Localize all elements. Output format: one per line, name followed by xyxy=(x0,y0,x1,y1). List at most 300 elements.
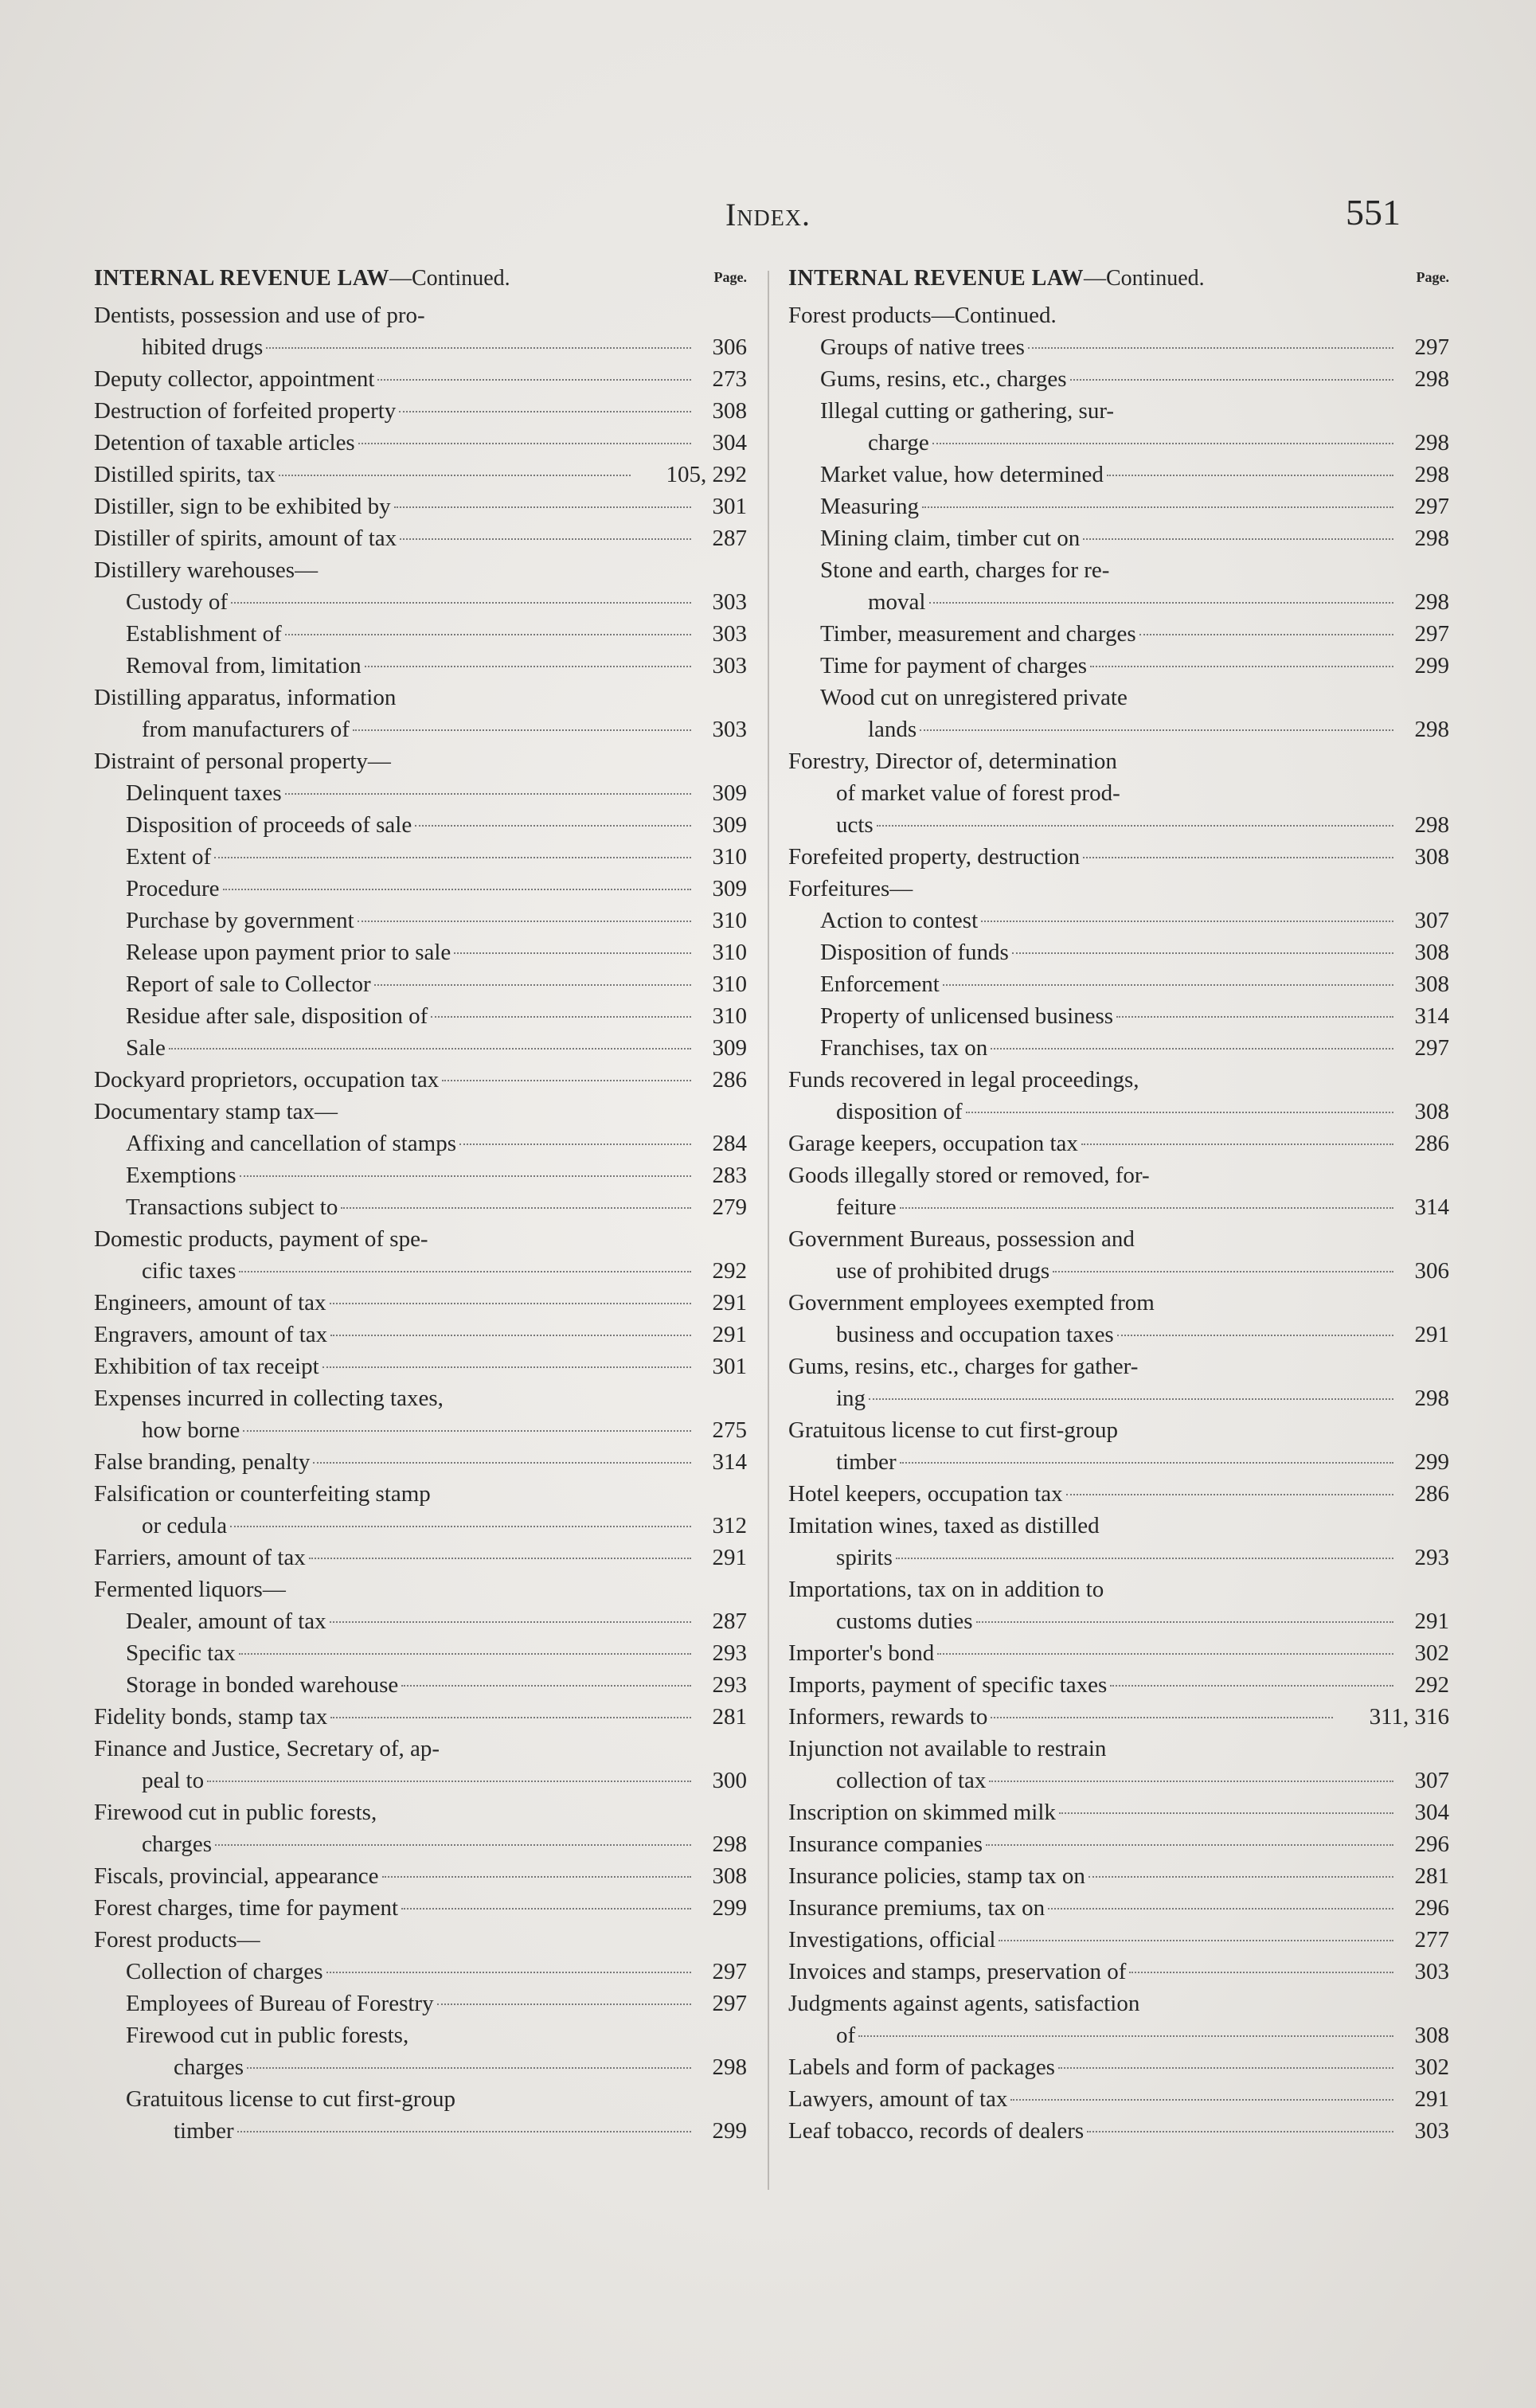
entry-page-number: 310 xyxy=(712,908,747,933)
entry-page-number: 291 xyxy=(712,1545,747,1570)
entry-text: of xyxy=(836,2023,856,2048)
entry-page-number: 291 xyxy=(712,1322,747,1347)
entry-text: timber xyxy=(174,2118,234,2144)
dot-leader xyxy=(966,1112,1393,1113)
entry-page-number: 297 xyxy=(1414,621,1449,647)
index-entry xyxy=(94,905,747,936)
entry-text: lands xyxy=(868,717,917,742)
dot-leader xyxy=(1012,952,1393,954)
index-entry xyxy=(94,1733,747,1796)
dot-leader xyxy=(1117,1335,1393,1336)
entry-text: Measuring xyxy=(820,494,920,519)
index-entry xyxy=(788,299,1449,331)
index-entry xyxy=(788,1669,1449,1701)
entry-page-number: 303 xyxy=(1414,2118,1449,2144)
entry-page-number: 293 xyxy=(712,1640,747,1666)
index-entry xyxy=(788,1796,1449,1828)
entry-text: Custody of xyxy=(126,589,229,615)
entry-text: Action to contest xyxy=(820,908,979,933)
dot-leader xyxy=(313,1462,691,1464)
entry-page-number: 309 xyxy=(712,1035,747,1061)
right-column xyxy=(788,266,1449,2147)
entry-text: Gums, resins, etc., charges xyxy=(820,366,1067,392)
index-entry xyxy=(94,1988,747,2019)
index-entry xyxy=(94,1287,747,1319)
entry-text: Distillery warehouses— xyxy=(94,557,319,583)
dot-leader xyxy=(239,1653,691,1655)
entry-text: Domestic products, payment of spe- xyxy=(94,1226,428,1252)
entry-page-number: 298 xyxy=(1414,526,1449,551)
dot-leader xyxy=(1058,2067,1393,2069)
index-entry xyxy=(788,1733,1449,1796)
index-entry xyxy=(788,1414,1449,1478)
entry-page-number: 297 xyxy=(1414,334,1449,360)
index-entry xyxy=(788,2083,1449,2115)
entry-page-number: 291 xyxy=(1414,2086,1449,2112)
index-entry xyxy=(788,1892,1449,1924)
entry-text: Delinquent taxes xyxy=(126,780,282,806)
dot-leader xyxy=(377,379,691,381)
dot-leader xyxy=(1053,1271,1393,1272)
index-entry xyxy=(788,554,1449,618)
entry-page-number: 298 xyxy=(1414,462,1449,487)
entry-page-number: 283 xyxy=(712,1163,747,1188)
dot-leader xyxy=(1116,1016,1393,1018)
entry-text: Dentists, possession and use of pro- xyxy=(94,303,425,328)
entry-page-number: 308 xyxy=(1414,844,1449,870)
entry-page-number: 292 xyxy=(1414,1672,1449,1698)
entry-text: moval xyxy=(868,589,926,615)
entry-text: Investigations, official xyxy=(788,1927,996,1953)
entry-text: Goods illegally stored or removed, for- xyxy=(788,1163,1150,1188)
entry-page-number: 286 xyxy=(1414,1481,1449,1507)
dot-leader xyxy=(353,729,691,731)
entry-page-number: 291 xyxy=(1414,1322,1449,1347)
entry-page-number: 293 xyxy=(712,1672,747,1698)
entry-text: Distilled spirits, tax xyxy=(94,462,276,487)
index-entry xyxy=(94,1542,747,1573)
entry-page-number: 277 xyxy=(1414,1927,1449,1953)
dot-leader xyxy=(309,1558,691,1559)
entry-page-number: 298 xyxy=(712,2054,747,2080)
dot-leader xyxy=(285,793,691,795)
entry-text: Forestry, Director of, determination xyxy=(788,749,1117,774)
index-entry xyxy=(788,1064,1449,1128)
entry-text: Enforcement xyxy=(820,971,940,997)
entry-text: Wood cut on unregistered private xyxy=(820,685,1128,710)
entry-page-number: 291 xyxy=(1414,1609,1449,1634)
dot-leader xyxy=(326,1972,691,1973)
entry-page-number: 299 xyxy=(712,2118,747,2144)
entry-text: Removal from, limitation xyxy=(126,653,362,678)
index-entry xyxy=(94,777,747,809)
index-entry xyxy=(788,522,1449,554)
entry-text: Lawyers, amount of tax xyxy=(788,2086,1008,2112)
index-entry xyxy=(94,745,747,777)
index-entry xyxy=(788,395,1449,459)
entry-text: Fermented liquors— xyxy=(94,1577,286,1602)
entry-page-number: 298 xyxy=(1414,589,1449,615)
entry-text: Fidelity bonds, stamp tax xyxy=(94,1704,328,1730)
entry-text: Timber, measurement and charges xyxy=(820,621,1136,647)
entry-text: Disposition of funds xyxy=(820,940,1009,965)
column-heading xyxy=(788,266,1449,298)
entry-page-number: 311, 316 xyxy=(1369,1704,1449,1730)
entry-text: business and occupation taxes xyxy=(836,1322,1114,1347)
dot-leader xyxy=(1129,1972,1393,1973)
entry-text: Distiller, sign to be exhibited by xyxy=(94,494,391,519)
index-entry xyxy=(788,1860,1449,1892)
heading-suffix: —Continued. xyxy=(389,266,510,291)
dot-leader xyxy=(415,825,691,827)
page-column-label: Page. xyxy=(713,269,747,285)
index-entry xyxy=(788,1828,1449,1860)
entry-text: Extent of xyxy=(126,844,212,870)
dot-leader xyxy=(922,506,1393,508)
dot-leader xyxy=(1088,1876,1393,1878)
dot-leader xyxy=(937,1653,1393,1655)
entry-text: Importer's bond xyxy=(788,1640,935,1666)
index-entry xyxy=(94,936,747,968)
entry-text: Purchase by government xyxy=(126,908,354,933)
index-entry xyxy=(94,1351,747,1382)
entry-text: Inscription on skimmed milk xyxy=(788,1800,1056,1825)
index-entries xyxy=(788,299,1449,2147)
entry-page-number: 301 xyxy=(712,1354,747,1379)
index-entry xyxy=(94,841,747,873)
index-entry xyxy=(94,618,747,650)
entry-text: Expenses incurred in collecting taxes, xyxy=(94,1386,444,1411)
index-entry xyxy=(788,2051,1449,2083)
dot-leader xyxy=(1066,1494,1393,1495)
dot-leader xyxy=(1107,475,1393,476)
dot-leader xyxy=(207,1781,691,1782)
entry-text: Distilling apparatus, information xyxy=(94,685,397,710)
entry-page-number: 297 xyxy=(1414,494,1449,519)
dot-leader xyxy=(981,921,1393,922)
entry-text: Mining claim, timber cut on xyxy=(820,526,1081,551)
dot-leader xyxy=(1083,857,1393,858)
entry-page-number: 273 xyxy=(712,366,747,392)
entry-text: Labels and form of packages xyxy=(788,2054,1055,2080)
dot-leader xyxy=(1087,2131,1393,2132)
index-entry xyxy=(788,1510,1449,1573)
index-entry xyxy=(94,1860,747,1892)
dot-leader xyxy=(285,634,691,635)
entry-page-number: 308 xyxy=(712,1863,747,1889)
entry-page-number: 306 xyxy=(712,334,747,360)
entry-text: Hotel keepers, occupation tax xyxy=(788,1481,1063,1507)
entry-text: Engineers, amount of tax xyxy=(94,1290,326,1315)
entry-text: Firewood cut in public forests, xyxy=(94,1800,377,1825)
entry-page-number: 296 xyxy=(1414,1831,1449,1857)
dot-leader xyxy=(1083,538,1393,540)
entry-text: use of prohibited drugs xyxy=(836,1258,1050,1284)
index-entry xyxy=(94,1669,747,1701)
entry-text: Gratuitous license to cut first-group xyxy=(788,1417,1118,1443)
entry-page-number: 306 xyxy=(1414,1258,1449,1284)
entry-page-number: 301 xyxy=(712,494,747,519)
entry-page-number: 303 xyxy=(712,621,747,647)
index-entry xyxy=(788,1128,1449,1159)
dot-leader xyxy=(929,602,1394,604)
page-number: 551 xyxy=(1346,192,1401,233)
dot-leader xyxy=(989,1781,1393,1782)
dot-leader xyxy=(437,2003,691,2005)
entry-page-number: 291 xyxy=(712,1290,747,1315)
index-entry xyxy=(94,1000,747,1032)
dot-leader xyxy=(932,443,1393,444)
entry-text: Franchises, tax on xyxy=(820,1035,988,1061)
entry-text: Forefeited property, destruction xyxy=(788,844,1081,870)
entry-text: Insurance companies xyxy=(788,1831,983,1857)
index-entry xyxy=(94,1956,747,1988)
entry-text: customs duties xyxy=(836,1609,973,1634)
entry-text: Insurance premiums, tax on xyxy=(788,1895,1045,1921)
entry-text: disposition of xyxy=(836,1099,963,1124)
index-entry xyxy=(94,1223,747,1287)
entry-page-number: 275 xyxy=(712,1417,747,1443)
entry-page-number: 298 xyxy=(1414,717,1449,742)
entry-text: hibited drugs xyxy=(142,334,264,360)
dot-leader xyxy=(358,443,691,444)
index-entry xyxy=(94,395,747,427)
entry-text: Report of sale to Collector xyxy=(126,971,371,997)
entry-text: from manufacturers of xyxy=(142,717,350,742)
entry-page-number: 281 xyxy=(712,1704,747,1730)
dot-leader xyxy=(266,347,691,349)
entry-text: Collection of charges xyxy=(126,1959,323,1984)
index-entry xyxy=(94,363,747,395)
dot-leader xyxy=(240,1175,691,1177)
entry-page-number: 304 xyxy=(712,430,747,455)
entry-page-number: 299 xyxy=(712,1895,747,1921)
column-divider xyxy=(768,271,769,2190)
dot-leader xyxy=(869,1398,1393,1400)
index-entry xyxy=(94,586,747,618)
dot-leader xyxy=(214,857,691,858)
entry-text: Importations, tax on in addition to xyxy=(788,1577,1104,1602)
entry-page-number: 287 xyxy=(712,526,747,551)
entry-text: Engravers, amount of tax xyxy=(94,1322,328,1347)
entry-page-number: 292 xyxy=(712,1258,747,1284)
index-entry xyxy=(788,1000,1449,1032)
entry-page-number: 314 xyxy=(1414,1003,1449,1029)
entry-page-number: 303 xyxy=(712,589,747,615)
entry-text: Forest products— xyxy=(94,1927,260,1953)
entry-page-number: 298 xyxy=(1414,430,1449,455)
index-entry xyxy=(788,1159,1449,1223)
entry-text: Informers, rewards to xyxy=(788,1704,988,1730)
dot-leader xyxy=(237,2131,691,2132)
index-entry xyxy=(788,682,1449,745)
column-heading xyxy=(94,266,747,298)
entry-page-number: 299 xyxy=(1414,1449,1449,1475)
index-entry xyxy=(788,650,1449,682)
entry-page-number: 303 xyxy=(1414,1959,1449,1984)
index-entry xyxy=(94,809,747,841)
dot-leader xyxy=(247,2067,691,2069)
index-entry xyxy=(94,1159,747,1191)
entry-text: how borne xyxy=(142,1417,240,1443)
entry-text: charges xyxy=(142,1831,213,1857)
heading-title: INTERNAL REVENUE LAW xyxy=(788,266,1084,291)
entry-text: of market value of forest prod- xyxy=(836,780,1120,806)
index-entry xyxy=(94,1796,747,1860)
index-entry xyxy=(94,1096,747,1128)
entry-page-number: 307 xyxy=(1414,908,1449,933)
entry-text: Property of unlicensed business xyxy=(820,1003,1114,1029)
entry-text: charge xyxy=(868,430,929,455)
entry-text: or cedula xyxy=(142,1513,228,1538)
index-entry xyxy=(94,1637,747,1669)
index-entry xyxy=(94,1032,747,1064)
dot-leader xyxy=(322,1366,691,1368)
entry-page-number: 304 xyxy=(1414,1800,1449,1825)
entry-text: Injunction not available to restrain xyxy=(788,1736,1107,1761)
dot-leader xyxy=(877,825,1393,827)
index-entry xyxy=(94,2083,747,2147)
entry-text: Insurance policies, stamp tax on xyxy=(788,1863,1085,1889)
entry-page-number: 310 xyxy=(712,971,747,997)
index-entry xyxy=(94,1701,747,1733)
index-entry xyxy=(788,331,1449,363)
dot-leader xyxy=(231,602,691,604)
entry-text: Deputy collector, appointment xyxy=(94,366,375,392)
index-entry xyxy=(94,554,747,586)
entry-page-number: 314 xyxy=(1414,1194,1449,1220)
dot-leader xyxy=(374,984,691,986)
index-entry xyxy=(788,618,1449,650)
entry-page-number: 297 xyxy=(712,1959,747,1984)
index-entry xyxy=(788,873,1449,905)
index-entry xyxy=(788,841,1449,873)
entry-page-number: 310 xyxy=(712,844,747,870)
index-entry xyxy=(788,1956,1449,1988)
dot-leader xyxy=(459,1143,691,1145)
entry-text: Distiller of spirits, amount of tax xyxy=(94,526,397,551)
index-entry xyxy=(788,363,1449,395)
dot-leader xyxy=(330,1621,691,1623)
entry-text: ucts xyxy=(836,812,874,838)
dot-leader xyxy=(1110,1685,1393,1687)
page-header xyxy=(0,192,1536,244)
index-entry xyxy=(788,745,1449,841)
entry-text: charges xyxy=(174,2054,244,2080)
dot-leader xyxy=(330,1303,691,1304)
dot-leader xyxy=(896,1558,1393,1559)
dot-leader xyxy=(215,1844,691,1846)
dot-leader xyxy=(401,1908,691,1910)
dot-leader xyxy=(1010,2099,1393,2101)
page-column-label: Page. xyxy=(1416,269,1449,285)
heading-title: INTERNAL REVENUE LAW xyxy=(94,266,389,291)
dot-leader xyxy=(900,1462,1393,1464)
entry-text: Garage keepers, occupation tax xyxy=(788,1131,1078,1156)
dot-leader xyxy=(330,1335,691,1336)
dot-leader xyxy=(279,475,631,476)
index-entry xyxy=(788,1032,1449,1064)
entry-page-number: 308 xyxy=(1414,1099,1449,1124)
dot-leader xyxy=(330,1717,691,1718)
index-entry xyxy=(94,427,747,459)
entry-text: Gums, resins, etc., charges for gather- xyxy=(788,1354,1139,1379)
entry-text: Farriers, amount of tax xyxy=(94,1545,306,1570)
entry-page-number: 309 xyxy=(712,876,747,901)
entry-text: Release upon payment prior to sale xyxy=(126,940,451,965)
page-title: Index. xyxy=(725,197,811,233)
entry-page-number: 296 xyxy=(1414,1895,1449,1921)
entry-text: Falsification or counterfeiting stamp xyxy=(94,1481,431,1507)
index-entry xyxy=(788,905,1449,936)
dot-leader xyxy=(243,1430,691,1432)
entry-text: Groups of native trees xyxy=(820,334,1025,360)
entry-text: Funds recovered in legal proceedings, xyxy=(788,1067,1139,1093)
entry-page-number: 298 xyxy=(1414,1386,1449,1411)
entry-text: Disposition of proceeds of sale xyxy=(126,812,412,838)
entry-text: Judgments against agents, satisfaction xyxy=(788,1991,1140,2016)
entry-text: Government employees exempted from xyxy=(788,1290,1155,1315)
entry-page-number: 298 xyxy=(712,1831,747,1857)
dot-leader xyxy=(358,921,691,922)
entry-text: Exhibition of tax receipt xyxy=(94,1354,319,1379)
dot-leader xyxy=(1048,1908,1393,1910)
index-entry xyxy=(94,1446,747,1478)
entry-page-number: 297 xyxy=(1414,1035,1449,1061)
entry-text: Illegal cutting or gathering, sur- xyxy=(820,398,1115,424)
dot-leader xyxy=(431,1016,691,1018)
dot-leader xyxy=(1081,1143,1393,1145)
dot-leader xyxy=(943,984,1393,986)
entry-page-number: 308 xyxy=(712,398,747,424)
entry-text: Market value, how determined xyxy=(820,462,1104,487)
entry-text: Distraint of personal property— xyxy=(94,749,391,774)
entry-page-number: 298 xyxy=(1414,812,1449,838)
index-entry xyxy=(94,1892,747,1924)
entry-text: Destruction of forfeited property xyxy=(94,398,397,424)
index-entry xyxy=(94,1064,747,1096)
dot-leader xyxy=(382,1876,691,1878)
entry-text: Forest products—Continued. xyxy=(788,303,1057,328)
dot-leader xyxy=(1070,379,1393,381)
dot-leader xyxy=(1139,634,1393,635)
entry-text: feiture xyxy=(836,1194,897,1220)
entry-text: Imitation wines, taxed as distilled xyxy=(788,1513,1100,1538)
entry-page-number: 312 xyxy=(712,1513,747,1538)
entry-page-number: 302 xyxy=(1414,2054,1449,2080)
dot-leader xyxy=(169,1048,691,1050)
entry-page-number: 299 xyxy=(1414,653,1449,678)
entry-text: Detention of taxable articles xyxy=(94,430,355,455)
dot-leader xyxy=(991,1048,1393,1050)
index-entry xyxy=(788,1223,1449,1287)
entry-page-number: 284 xyxy=(712,1131,747,1156)
dot-leader xyxy=(401,1685,691,1687)
index-entry xyxy=(94,299,747,363)
dot-leader xyxy=(986,1844,1393,1846)
entry-text: Firewood cut in public forests, xyxy=(126,2023,409,2048)
entry-text: Fiscals, provincial, appearance xyxy=(94,1863,379,1889)
dot-leader xyxy=(976,1621,1393,1623)
entry-page-number: 279 xyxy=(712,1194,747,1220)
index-entry xyxy=(788,1478,1449,1510)
index-entry xyxy=(94,682,747,745)
index-entries xyxy=(94,299,747,2147)
entry-page-number: 309 xyxy=(712,780,747,806)
dot-leader xyxy=(239,1271,691,1272)
entry-text: Finance and Justice, Secretary of, ap- xyxy=(94,1736,440,1761)
entry-text: Procedure xyxy=(126,876,220,901)
